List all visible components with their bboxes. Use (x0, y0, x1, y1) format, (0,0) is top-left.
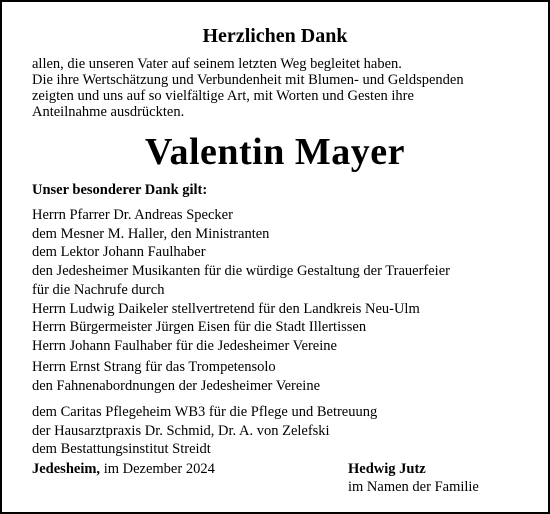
thanks-line: dem Bestattungsinstitut Streidt (32, 441, 211, 457)
thanks-line: den Jedesheimer Musikanten für die würdige Gestaltung der Trauerfeier (32, 262, 450, 279)
thanks-line: Herrn Johann Faulhaber für die Jedesheimer Vereine (32, 337, 337, 354)
intro-paragraph (32, 56, 532, 120)
intro-line: allen, die unseren Vater auf seinem letzten Weg begleitet haben. (32, 56, 402, 72)
thanks-line: Herrn Pfarrer Dr. Andreas Specker (32, 207, 233, 223)
thanks-line: Herrn Ernst Strang für das Trompetensolo (32, 359, 276, 375)
thanks-group-eulogies (32, 281, 542, 355)
signer-name: Hedwig Jutz (348, 461, 426, 477)
thanks-line: den Fahnenabordnungen der Jedesheimer Vereine (32, 377, 321, 394)
intro-line: Anteilnahme ausdrückten. (32, 104, 185, 120)
notice-heading: Herzlichen Dank (202, 25, 348, 47)
deceased-name: Valentin Mayer (145, 131, 405, 173)
thanks-line: Herrn Bürgermeister Jürgen Eisen für die Stadt Illertissen (32, 319, 367, 335)
intro-line: zeigten und uns auf so vielfältige Art, mit Worten und Gesten ihre (32, 88, 414, 104)
signature-block (348, 460, 479, 496)
thanks-group-ceremony (32, 206, 542, 280)
thanks-line: dem Lektor Johann Faulhaber (32, 244, 206, 260)
thanks-header: Unser besonderer Dank gilt: (32, 182, 208, 198)
intro-line: Die ihre Wertschätzung und Verbundenheit mit Blumen- und Geldspenden (32, 72, 464, 88)
thanks-group-music (32, 358, 542, 395)
thanks-line: der Hausarztpraxis Dr. Schmid, Dr. A. von Zelefski (32, 422, 330, 439)
thanks-line: dem Caritas Pflegeheim WB3 für die Pflege und Betreuung (32, 404, 378, 420)
place-and-date (32, 460, 215, 478)
date: im Dezember 2024 (103, 461, 215, 477)
place: Jedesheim, (32, 461, 101, 477)
thanks-line: Herrn Ludwig Daikeler stellvertretend für den Landkreis Neu-Ulm (32, 300, 420, 317)
thanks-line: dem Mesner M. Haller, den Ministranten (32, 225, 270, 242)
thanks-line: für die Nachrufe durch (32, 282, 165, 298)
signer-note: im Namen der Familie (348, 479, 479, 495)
thanks-group-care (32, 403, 542, 459)
